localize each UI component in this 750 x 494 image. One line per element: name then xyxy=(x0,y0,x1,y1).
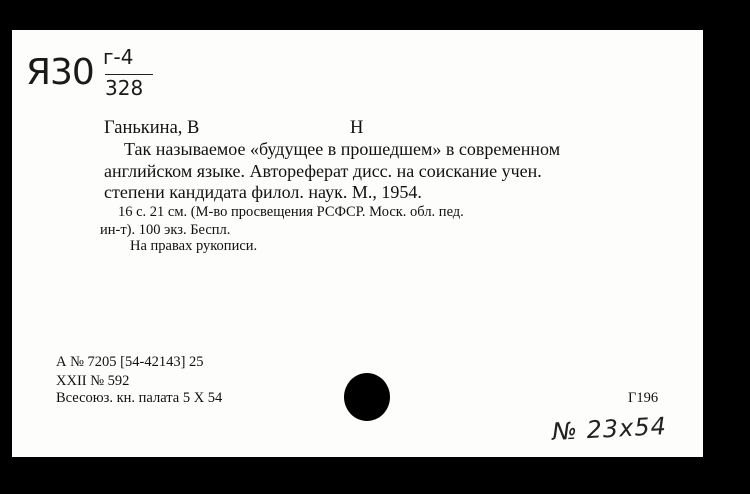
shelfmark-main: Я30 xyxy=(26,52,94,93)
record-number: А № 7205 [54-42143] 25 xyxy=(56,354,204,370)
author-patronymic: Н xyxy=(350,118,364,138)
description-line-1: 16 с. 21 см. (М-во просвещения РСФСР. Моск. обл. пед. xyxy=(118,204,464,220)
description-line-2: ин-т). 100 экз. Беспл. xyxy=(100,222,231,238)
series-number: XXII № 592 xyxy=(56,373,130,389)
punch-hole xyxy=(344,373,390,421)
shelfmark-top: г-4 xyxy=(103,45,134,69)
card-code: Г196 xyxy=(628,390,659,406)
publisher-line: Всесоюз. кн. палата 5 X 54 xyxy=(56,390,223,406)
description-line-3: На правах рукописи. xyxy=(130,238,258,254)
catalog-card xyxy=(12,30,703,457)
title-line-1: Так называемое «будущее в прошедшем» в современном xyxy=(124,139,561,159)
title-line-3: степени кандидата филол. наук. М., 1954. xyxy=(104,182,422,202)
shelfmark-bottom: 328 xyxy=(105,74,153,100)
title-line-2: английском языке. Автореферат дисс. на соискание учен. xyxy=(104,161,542,181)
author-name: Ганькина, В xyxy=(104,118,200,138)
handwritten-inventory: № 23x54 xyxy=(551,412,668,446)
